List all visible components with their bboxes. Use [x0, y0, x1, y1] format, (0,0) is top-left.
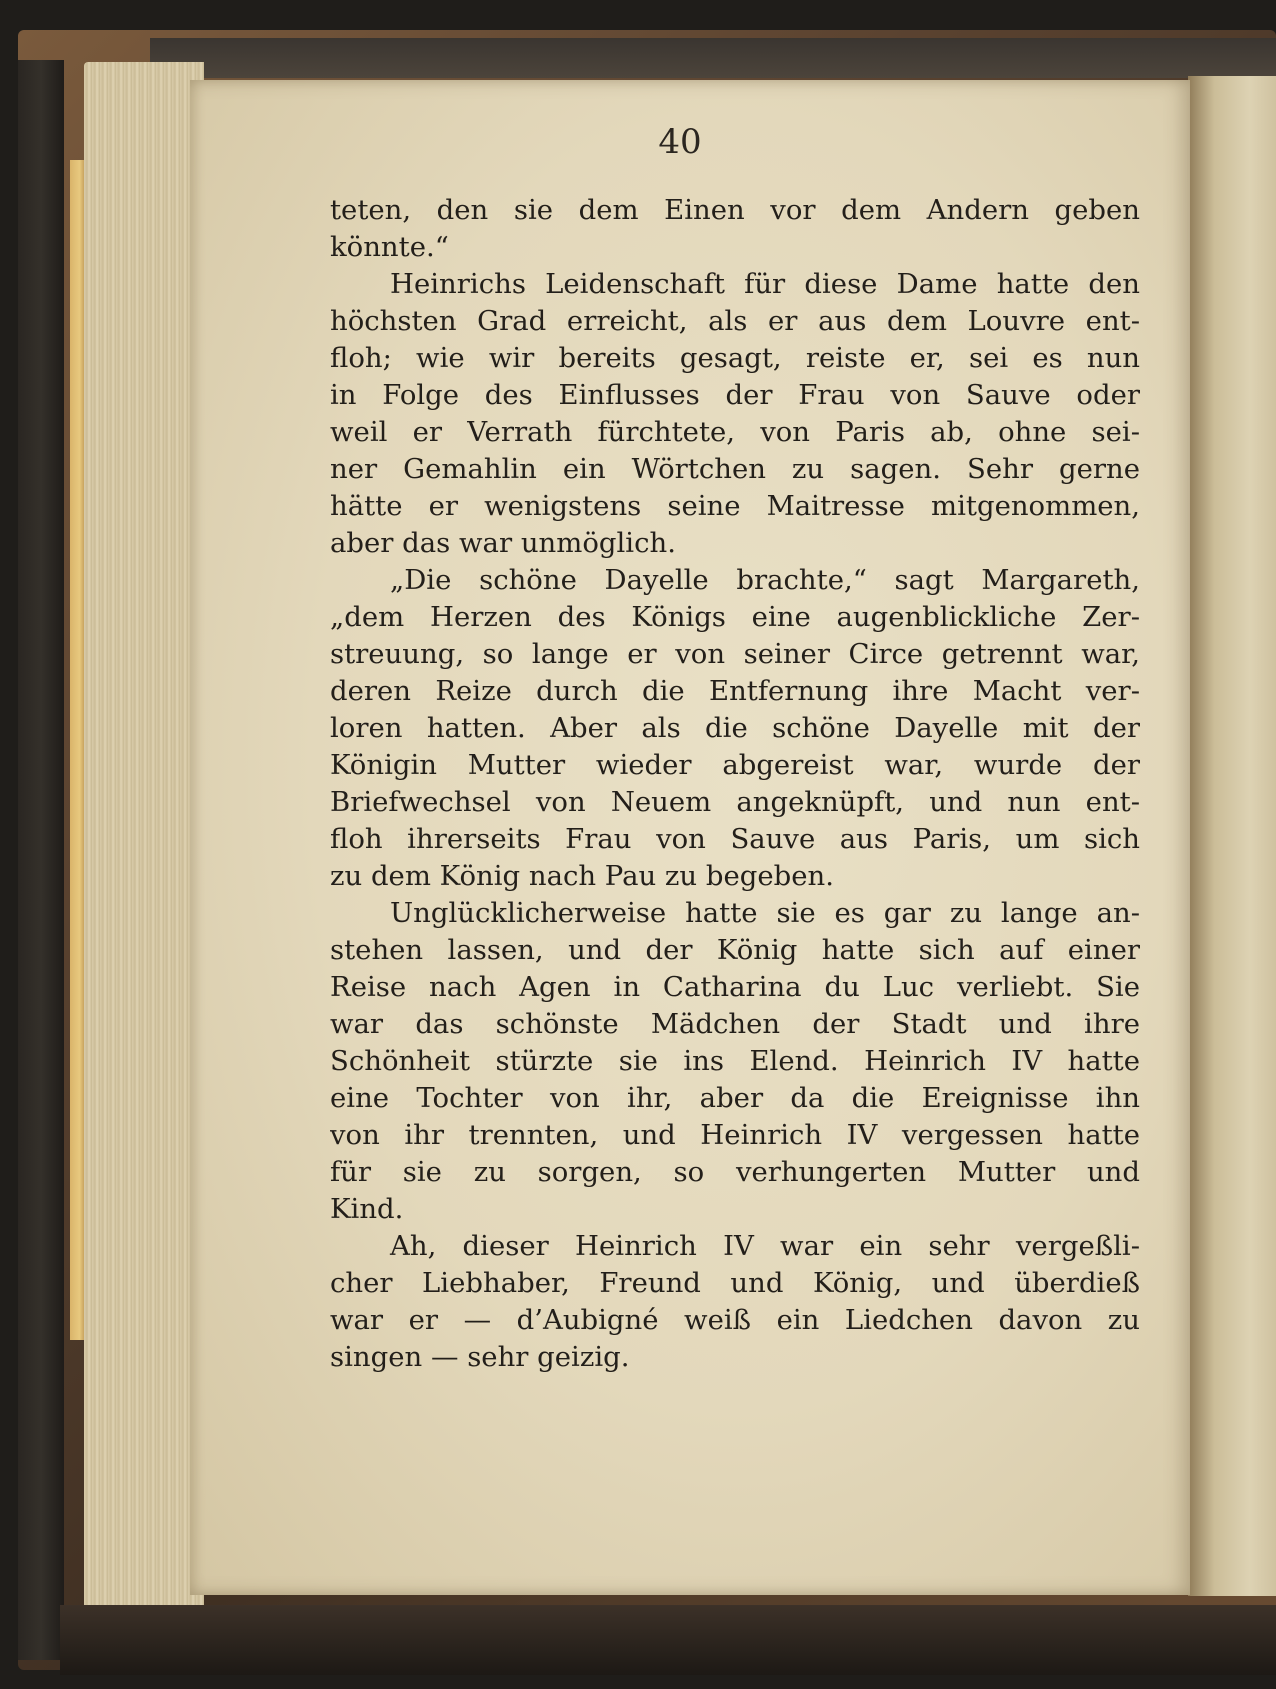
text-line: Heinrichs Leidenschaft für diese Dame hatte den: [390, 268, 1140, 300]
text-line: Kind.: [330, 1193, 404, 1225]
page-edges: [84, 62, 204, 1612]
text-line: floh; wie wir bereits gesagt, reiste er, sei es nun: [330, 342, 1140, 374]
cover-spine-strip: [18, 60, 64, 1660]
text-line: deren Reize durch die Entfernung ihre Macht ver-: [330, 675, 1140, 707]
page-gutter: [1188, 76, 1276, 1596]
text-line: Königin Mutter wieder abgereist war, wurde der: [330, 749, 1140, 781]
text-line: aber das war unmöglich.: [330, 527, 676, 559]
text-line: ner Gemahlin ein Wörtchen zu sagen. Sehr gerne: [330, 453, 1140, 485]
text-line: floh ihrerseits Frau von Sauve aus Paris, um sich: [330, 823, 1140, 855]
text-line: Reise nach Agen in Catharina du Luc verliebt. Sie: [330, 971, 1140, 1003]
text-line: „Die schöne Dayelle brachte,“ sagt Margareth,: [390, 564, 1140, 596]
text-line: in Folge des Einflusses der Frau von Sauve oder: [330, 379, 1140, 411]
cover-top-edge: [150, 38, 1276, 78]
text-line: „dem Herzen des Königs eine augenblickliche Zer-: [330, 601, 1140, 633]
text-line: von ihr trennten, und Heinrich IV vergessen hatte: [330, 1119, 1140, 1151]
text-line: höchsten Grad erreicht, als er aus dem Louvre ent-: [330, 305, 1140, 337]
text-line: eine Tochter von ihr, aber da die Ereignisse ihn: [330, 1082, 1140, 1114]
text-line: cher Liebhaber, Freund und König, und überdieß: [330, 1267, 1140, 1299]
text-line: loren hatten. Aber als die schöne Dayelle mit der: [330, 712, 1140, 744]
text-line: war das schönste Mädchen der Stadt und ihre: [330, 1008, 1140, 1040]
text-line: zu dem König nach Pau zu begeben.: [330, 860, 834, 892]
text-line: stehen lassen, und der König hatte sich auf einer: [330, 934, 1140, 966]
page-text: [330, 192, 1140, 1376]
text-line: singen — sehr geizig.: [330, 1341, 630, 1373]
text-line: Unglücklicherweise hatte sie es gar zu lange an-: [390, 897, 1140, 929]
text-line: Briefwechsel von Neuem angeknüpft, und nun ent-: [330, 786, 1140, 818]
text-line: für sie zu sorgen, so verhungerten Mutter und: [330, 1156, 1140, 1188]
text-line: Schönheit stürzte sie ins Elend. Heinrich IV hatte: [330, 1045, 1140, 1077]
text-line: könnte.“: [330, 231, 449, 263]
page-number: 40: [658, 122, 702, 162]
text-line: streuung, so lange er von seiner Circe getrennt war,: [330, 638, 1140, 670]
text-line: weil er Verrath fürchtete, von Paris ab, ohne sei-: [330, 416, 1140, 448]
text-line: war er — d’Aubigné weiß ein Liedchen davon zu: [330, 1304, 1140, 1336]
text-line: Ah, dieser Heinrich IV war ein sehr vergeßli-: [390, 1230, 1140, 1262]
cover-bottom-edge: [60, 1605, 1276, 1675]
text-line: teten, den sie dem Einen vor dem Andern geben: [330, 194, 1140, 226]
text-line: hätte er wenigstens seine Maitresse mitgenommen,: [330, 490, 1140, 522]
